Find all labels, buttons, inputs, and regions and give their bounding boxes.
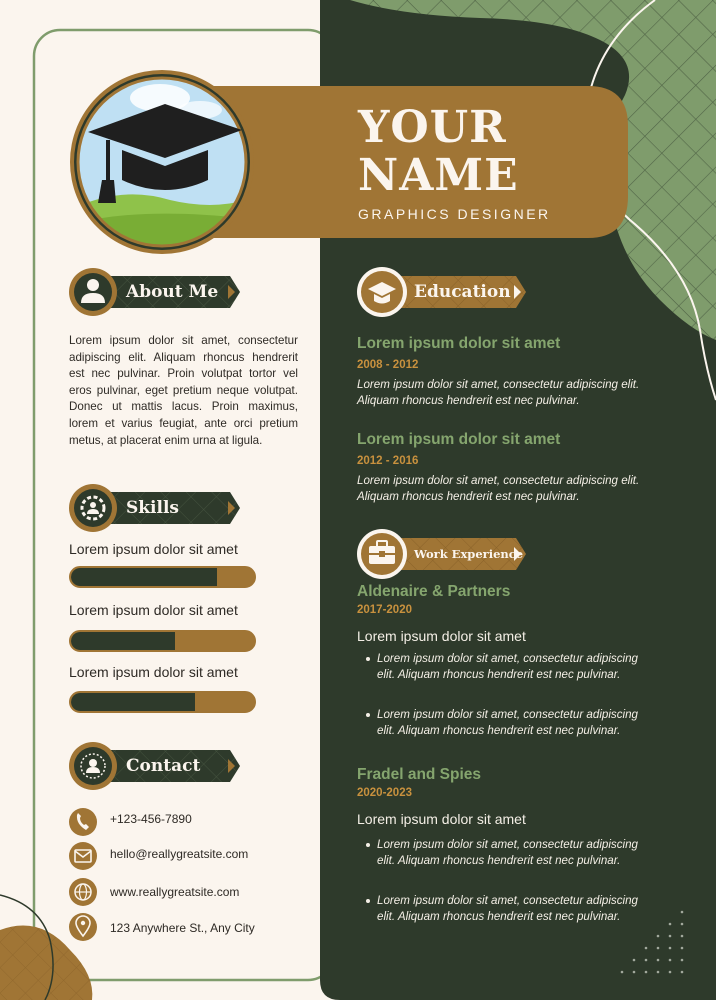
experience-bullet-2-2: Lorem ipsum dolor sit amet, consectetur adipiscing elit. Aliquam rhoncus hendrerit est nec pulvinar. — [377, 893, 639, 925]
skill-bar-fill-3 — [71, 693, 195, 711]
skill-bar-3 — [69, 691, 256, 713]
education-dates-1: 2008 - 2012 — [357, 359, 419, 371]
experience-company-2: Fradel and Spies — [357, 766, 482, 783]
skill-label-1: Lorem ipsum dolor sit amet — [69, 541, 238, 557]
skill-label-3: Lorem ipsum dolor sit amet — [69, 664, 238, 680]
experience-title: Work Experience — [414, 547, 524, 561]
person-name: YOUR NAME — [358, 102, 519, 201]
experience-company-1: Aldenaire & Partners — [357, 583, 511, 600]
skill-bar-fill-2 — [71, 632, 175, 650]
experience-dates-2: 2020-2023 — [357, 787, 412, 799]
education-text-1: Lorem ipsum dolor sit amet, consectetur adipiscing elit. Aliquam rhoncus hendrerit est nec pulvinar. — [357, 378, 640, 408]
experience-bullet-1-2: Lorem ipsum dolor sit amet, consectetur adipiscing elit. Aliquam rhoncus hendrerit est nec pulvinar. — [377, 707, 639, 739]
contact-address: 123 Anywhere St., Any City — [110, 921, 255, 935]
experience-dates-1: 2017-2020 — [357, 604, 412, 616]
skill-bar-1 — [69, 566, 256, 588]
education-heading-2: Lorem ipsum dolor sit amet — [357, 431, 561, 448]
education-text-2: Lorem ipsum dolor sit amet, consectetur adipiscing elit. Aliquam rhoncus hendrerit est nec pulvinar. — [357, 474, 640, 504]
contact-website: www.reallygreatsite.com — [110, 885, 240, 899]
contact-title: Contact — [126, 756, 201, 776]
experience-role-1: Lorem ipsum dolor sit amet — [357, 628, 526, 644]
about-text: Lorem ipsum dolor sit amet, consectetur adipiscing elit. Aliquam rhoncus hendrerit est nec pulvinar. Proin volutpat tortor vel eros pulvinar, eget pretium neque volutpat. Donec ut mattis lacus. Proin maximus, lorem et varius feugiat, ante orci pretium metus, at placerat enim urna at ligula. — [69, 334, 298, 447]
email-icon — [69, 842, 97, 870]
globe-icon — [69, 878, 97, 906]
skill-label-2: Lorem ipsum dolor sit amet — [69, 602, 238, 618]
experience-role-2: Lorem ipsum dolor sit amet — [357, 811, 526, 827]
experience-bullet-1-1: Lorem ipsum dolor sit amet, consectetur adipiscing elit. Aliquam rhoncus hendrerit est nec pulvinar. — [377, 651, 639, 683]
contact-email: hello@reallygreatsite.com — [110, 847, 249, 861]
education-heading-1: Lorem ipsum dolor sit amet — [357, 335, 561, 352]
location-icon — [69, 913, 97, 941]
skill-bar-fill-1 — [71, 568, 217, 586]
contact-phone: +123-456-7890 — [110, 812, 192, 826]
job-title: GRAPHICS DESIGNER — [358, 206, 551, 222]
about-title: About Me — [126, 282, 219, 302]
education-dates-2: 2012 - 2016 — [357, 455, 419, 467]
skills-title: Skills — [126, 498, 180, 518]
phone-icon — [69, 808, 97, 836]
experience-bullet-2-1: Lorem ipsum dolor sit amet, consectetur adipiscing elit. Aliquam rhoncus hendrerit est nec pulvinar. — [377, 837, 639, 869]
skill-bar-2 — [69, 630, 256, 652]
education-title: Education — [414, 282, 511, 302]
